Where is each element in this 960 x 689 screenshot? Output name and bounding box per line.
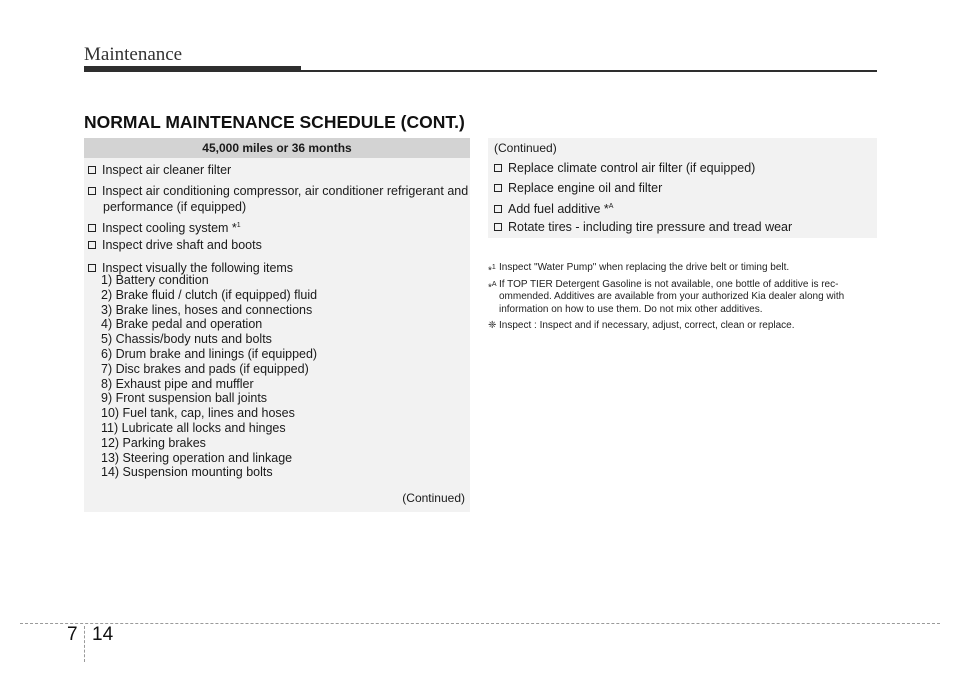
list-item: 13) Steering operation and linkage [101, 450, 293, 465]
list-item: 8) Exhaust pipe and muffler [101, 376, 254, 391]
list-item: 14) Suspension mounting bolts [101, 465, 273, 480]
list-item: 4) Brake pedal and operation [101, 317, 263, 332]
page-number: 14 [92, 624, 114, 645]
checklist-item-text: Add fuel additive * [508, 202, 609, 217]
checklist-item-text: Rotate tires - including tire pressure and tread wear [508, 220, 793, 234]
checkbox-icon [494, 223, 502, 231]
footnote-ref: 1 [236, 222, 241, 229]
footer-rule [20, 623, 940, 624]
checklist-item [88, 237, 470, 253]
checklist-item [88, 162, 470, 178]
list-item: 2) Brake fluid / clutch (if equipped) fluid [101, 287, 318, 302]
checklist-item-text: Inspect visually the following items [102, 261, 294, 275]
list-item: 1) Battery condition [101, 273, 209, 287]
footnote [488, 320, 880, 333]
checkbox-icon [88, 241, 96, 249]
list-item: 7) Disc brakes and pads (if equipped) [101, 361, 309, 376]
running-header: Maintenance [84, 44, 183, 65]
footnote [488, 279, 880, 317]
list-item: 5) Chassis/body nuts and bolts [101, 332, 272, 347]
checklist-item [88, 218, 470, 236]
schedule-panel-continued [488, 138, 877, 238]
list-item: 9) Front suspension ball joints [101, 391, 268, 406]
list-item: 6) Drum brake and linings (if equipped) [101, 346, 318, 361]
footer-divider [84, 626, 85, 662]
checkbox-icon [88, 224, 96, 232]
footnote-mark: *$^A$ [488, 280, 497, 293]
chapter-number: 7 [67, 624, 78, 645]
checklist-item-text: Inspect cooling system * [102, 221, 237, 236]
footnote-ref: A [608, 203, 614, 210]
checklist-item-text: Inspect air conditioning compressor, air conditioner refrigerant and performance (if equipped) [102, 184, 469, 214]
header-bar-thick [84, 66, 301, 72]
checkbox-icon [88, 166, 96, 174]
checklist-item [494, 199, 613, 217]
header-bar-thin [301, 70, 877, 72]
footnote-text: If TOP TIER Detergent Gasoline is not available, one bottle of additive is rec-ommended. Additives are available from your authorized Kia dealer along with information on how to use them. Do not mix other additives. [499, 278, 845, 315]
checkbox-icon [88, 264, 96, 272]
checkbox-icon [494, 205, 502, 213]
checklist-item-text: Replace climate control air filter (if equipped) [508, 161, 756, 175]
footnote-mark: *$^1$ [488, 264, 496, 277]
checkbox-icon [494, 164, 502, 172]
list-item: 11) Lubricate all locks and hinges [101, 420, 286, 435]
list-item: 12) Parking brakes [101, 435, 206, 450]
visual-inspection-list [101, 273, 317, 480]
footnote-text: Inspect "Water Pump" when replacing the drive belt or timing belt. [499, 262, 790, 273]
checkbox-icon [88, 187, 96, 195]
continued-label: (Continued) [402, 491, 465, 505]
footnote [488, 262, 880, 275]
footnotes [488, 262, 880, 337]
list-item: 3) Brake lines, hoses and connections [101, 302, 313, 317]
footnote-text: Inspect : Inspect and if necessary, adjust, correct, clean or replace. [499, 320, 795, 331]
checklist-item [88, 183, 485, 215]
checklist-item [494, 219, 792, 235]
checklist-item [494, 160, 755, 176]
schedule-heading: 45,000 miles or 36 months [84, 138, 470, 158]
continued-label: (Continued) [494, 141, 557, 155]
checkbox-icon [494, 184, 502, 192]
asterism-icon: ❈ [488, 320, 497, 331]
checklist-item-text: Replace engine oil and filter [508, 181, 663, 195]
checklist-item [494, 180, 662, 196]
checklist-item-text: Inspect air cleaner filter [102, 163, 232, 177]
checklist-item-text: Inspect drive shaft and boots [102, 238, 262, 252]
section-title: NORMAL MAINTENANCE SCHEDULE (CONT.) [84, 112, 465, 132]
list-item: 10) Fuel tank, cap, lines and hoses [101, 406, 295, 421]
schedule-panel-45000 [84, 138, 470, 512]
